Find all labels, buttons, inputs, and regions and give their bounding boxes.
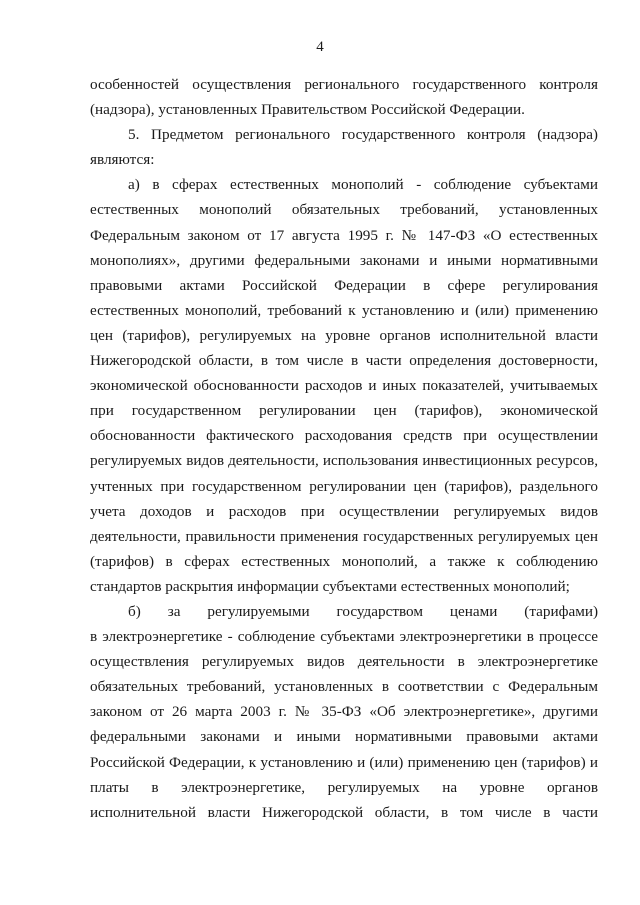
text-line: при государственном регулировании цен (тарифов), экономической bbox=[90, 402, 598, 420]
text-line: учтенных при государственном регулировании цен (тарифов), раздельного bbox=[90, 477, 598, 495]
text-line: исполнительной власти Нижегородской области, в том числе в части bbox=[90, 803, 598, 821]
text-line: естественных монополий, требований к установлению и (или) применению bbox=[90, 301, 598, 319]
text-line: законом от 26 марта 2003 г. № 35-ФЗ «Об электроэнергетике», другими bbox=[90, 703, 598, 721]
text-line: особенностей осуществления регионального государственного контроля bbox=[90, 76, 598, 93]
text-line: деятельности, правильности применения государственных регулируемых цен bbox=[90, 527, 598, 545]
text-line: монополиях», другими федеральными законами и иными нормативными bbox=[90, 251, 598, 269]
text-line: обоснованности фактического расходования средств при осуществлении bbox=[90, 427, 598, 445]
text-line: (тарифов) в сферах естественных монополий, а также к соблюдению bbox=[90, 552, 598, 570]
text-line: обязательных требований, установленных в соответствии с Федеральным bbox=[90, 678, 598, 696]
text-line: Нижегородской области, в том числе в части определения достоверности, bbox=[90, 352, 598, 370]
text-line: Российской Федерации, к установлению и (или) применению цен (тарифов) и bbox=[90, 753, 598, 771]
text-line: учета доходов и расходов при осуществлении регулируемых видов bbox=[90, 502, 598, 520]
text-line: регулируемых видов деятельности, использования инвестиционных ресурсов, bbox=[90, 452, 598, 470]
text-line: Федеральным законом от 17 августа 1995 г. № 147-ФЗ «О естественных bbox=[90, 226, 598, 244]
text-line: федеральными законами и иными нормативными правовыми актами bbox=[90, 728, 598, 746]
text-line: правовыми актами Российской Федерации в сфере регулирования bbox=[90, 276, 598, 294]
document-body bbox=[90, 72, 598, 825]
text-line: стандартов раскрытия информации субъектами естественных монополий; bbox=[90, 577, 570, 595]
text-line: а) в сферах естественных монополий - соблюдение субъектами bbox=[128, 176, 598, 194]
text-line: цен (тарифов), регулируемых на уровне органов исполнительной власти bbox=[90, 326, 598, 344]
text-line: являются: bbox=[90, 151, 155, 169]
text-line: в электроэнергетике - соблюдение субъектами электроэнергетики в процессе bbox=[90, 628, 598, 646]
text-line: б) за регулируемыми государством ценами (тарифами) bbox=[128, 602, 598, 620]
text-line: осуществления регулируемых видов деятельности в электроэнергетике bbox=[90, 653, 598, 671]
text-line: (надзора), установленных Правительством Российской Федерации. bbox=[90, 101, 525, 119]
text-line: экономической обоснованности расходов и иных показателей, учитываемых bbox=[90, 377, 598, 395]
text-line: 5. Предметом регионального государственного контроля (надзора) bbox=[128, 126, 598, 144]
text-line: платы в электроэнергетике, регулируемых на уровне органов bbox=[90, 778, 598, 796]
text-line: естественных монополий обязательных требований, установленных bbox=[90, 201, 598, 219]
page-number: 4 bbox=[316, 39, 324, 55]
